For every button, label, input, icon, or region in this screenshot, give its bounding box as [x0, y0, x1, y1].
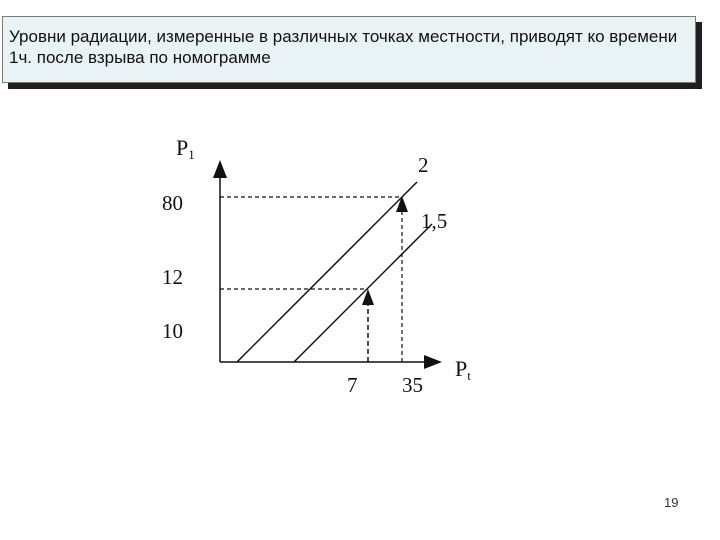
- line-label-2: 2: [418, 153, 429, 177]
- y-tick-label: 10: [162, 319, 183, 343]
- arrow-up-icon: [396, 196, 408, 212]
- y-axis-arrow-icon: [213, 160, 227, 178]
- nomogram-line-2: [237, 182, 417, 362]
- slide-title: Уровни радиации, измеренные в различных точках местности, приводят ко времени 1ч. после взрыва по номограмме: [9, 27, 678, 67]
- x-tick-label: 7: [347, 373, 358, 397]
- y-tick-label: 80: [162, 191, 183, 215]
- y-axis-label: P1: [176, 135, 195, 162]
- line-label-1-5: 1,5: [421, 209, 448, 233]
- x-axis-arrow-icon: [424, 355, 442, 369]
- x-axis-label: Pt: [455, 356, 471, 383]
- y-tick-label: 12: [162, 265, 183, 289]
- x-tick-label: 35: [402, 373, 423, 397]
- nomogram-line-1-5: [294, 224, 432, 362]
- slide-number: 19: [664, 495, 679, 510]
